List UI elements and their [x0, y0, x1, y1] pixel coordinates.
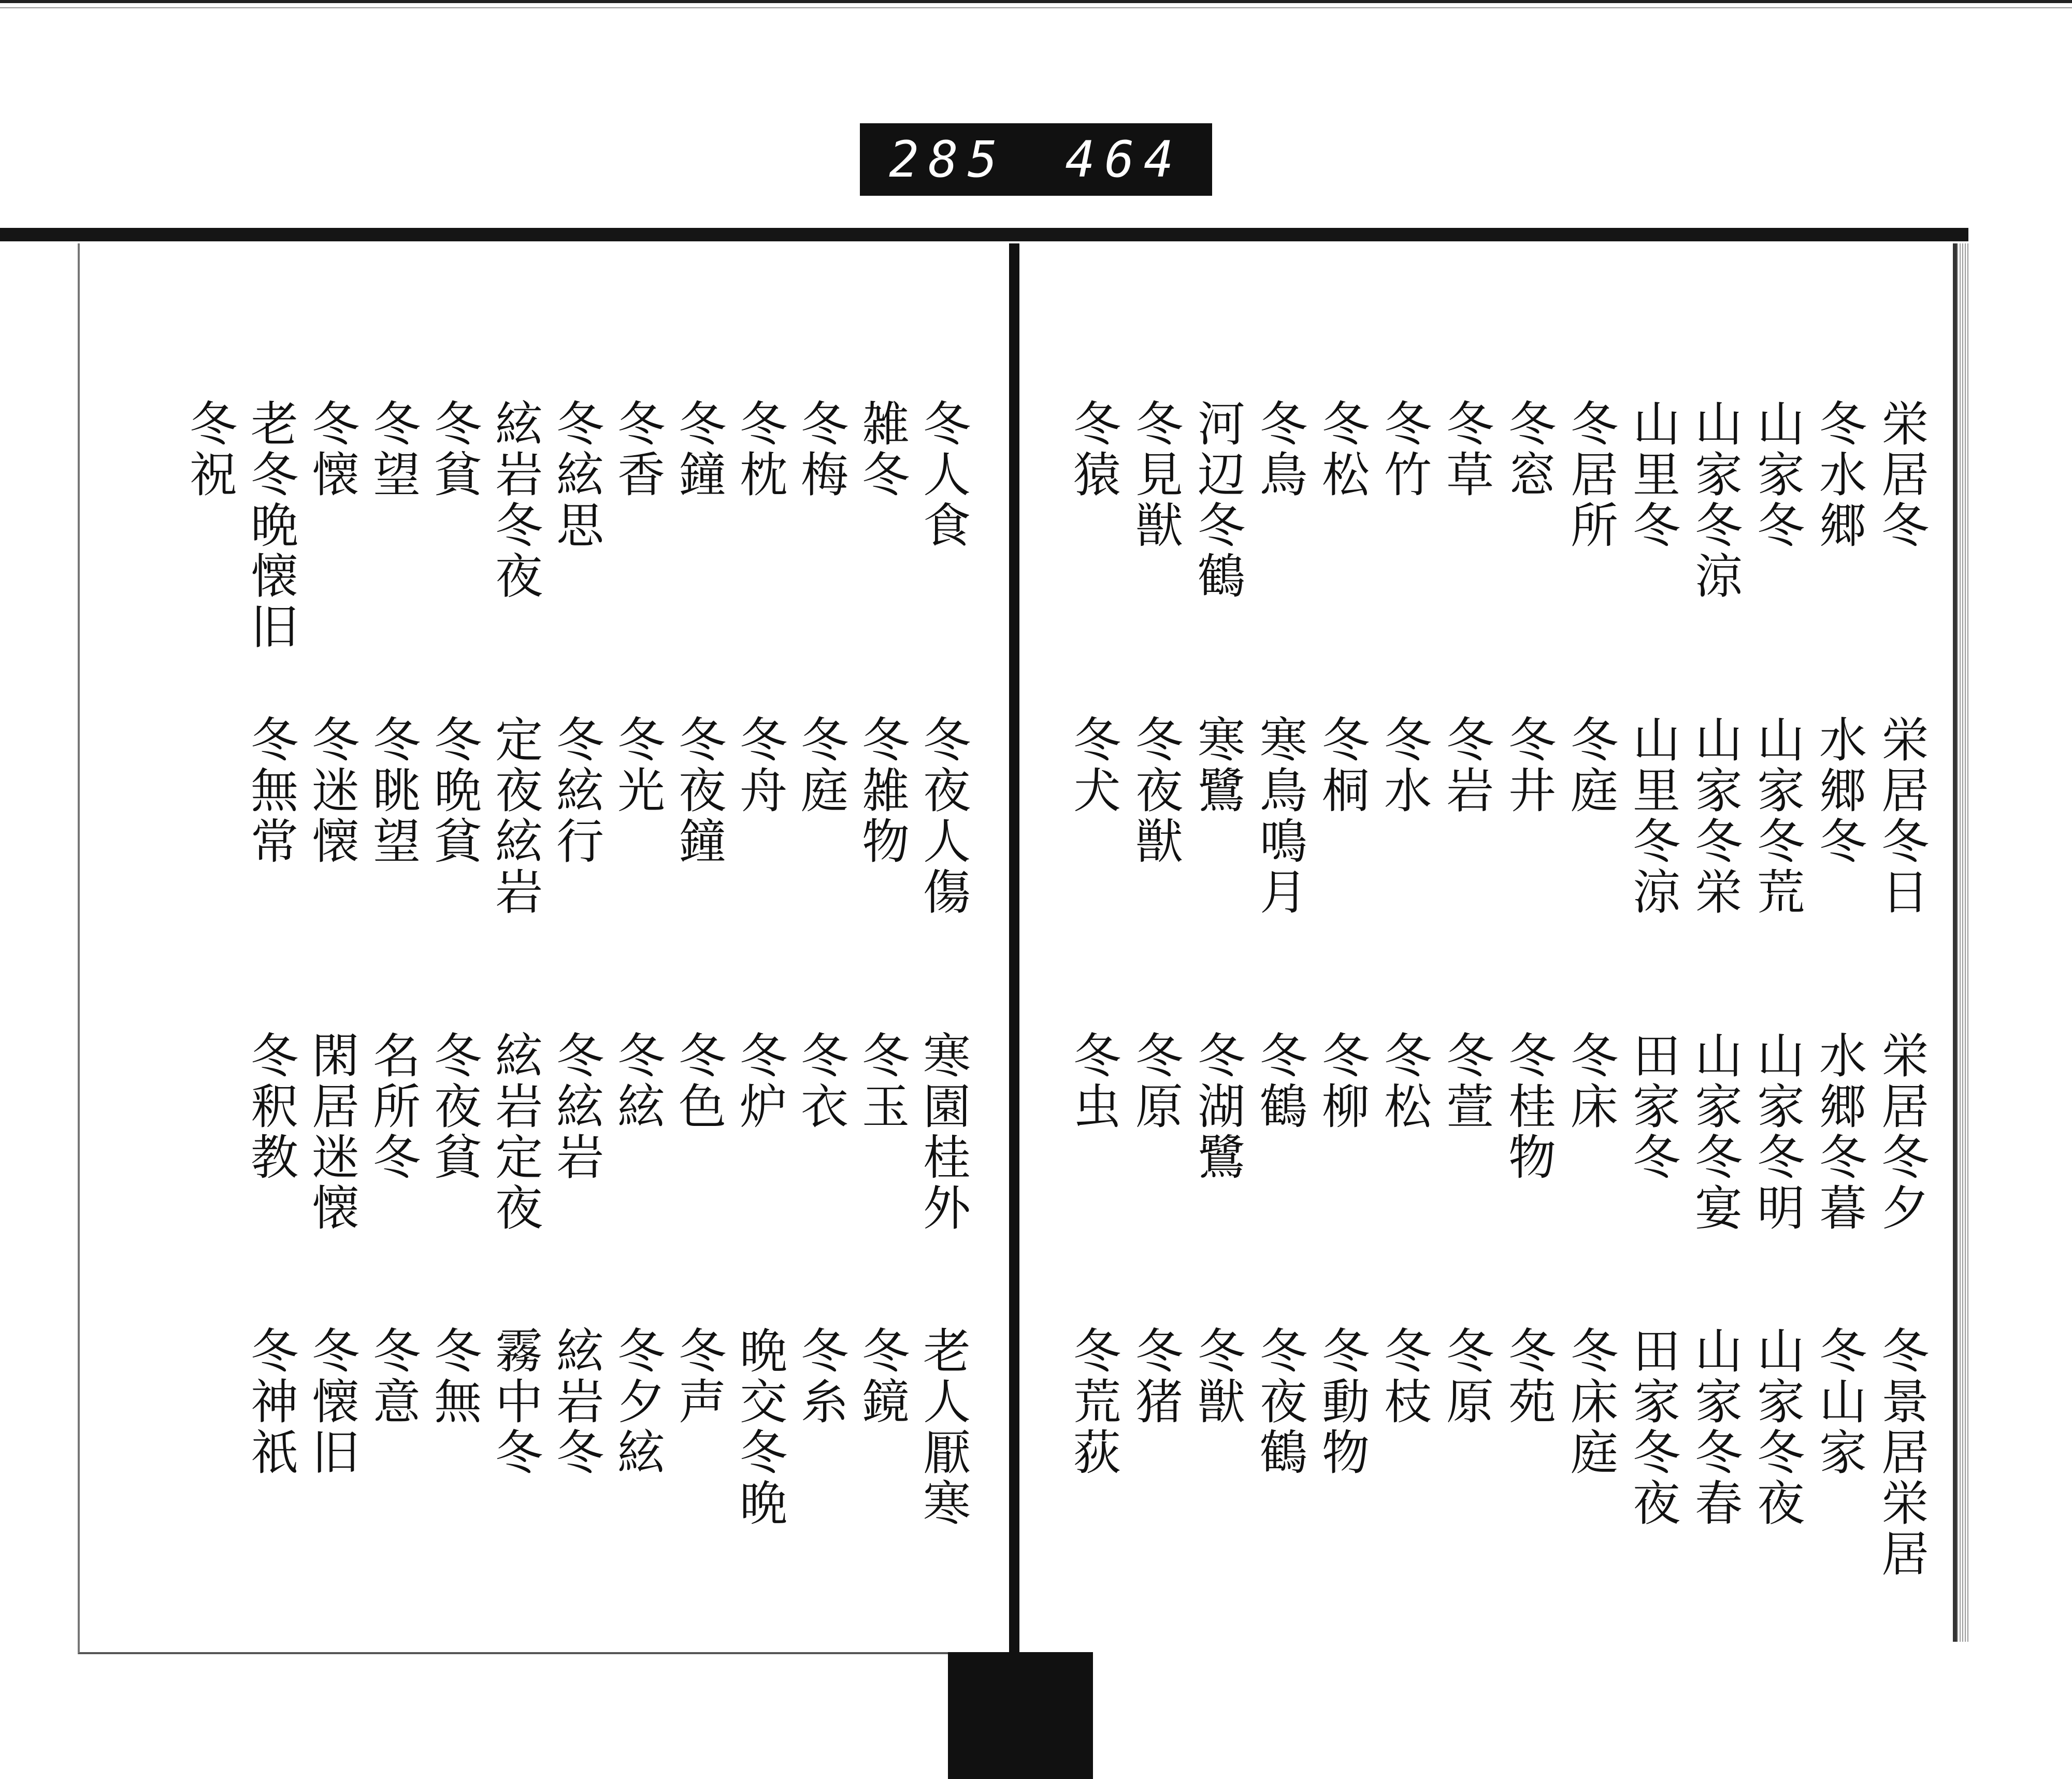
right-page-entry: 水郷冬暮	[1811, 1031, 1867, 1234]
left-page-entry: 定夜絃岩	[487, 715, 543, 918]
right-page-entry: 冬井	[1501, 715, 1556, 816]
right-page-entry: 冬松	[1314, 399, 1370, 500]
left-page-entry: 冬人食	[915, 399, 971, 551]
right-page-entry: 栄居冬日	[1874, 715, 1929, 918]
right-page-entry: 冬鶴	[1252, 1031, 1307, 1132]
right-page-entry: 冬水	[1376, 715, 1432, 816]
right-page-entry: 冬虫	[1066, 1031, 1121, 1132]
right-page-entry: 栄居冬	[1874, 399, 1929, 551]
right-page-entry: 冬岩	[1438, 715, 1494, 816]
right-page-entry: 田家冬夜	[1625, 1326, 1680, 1529]
right-page-entry: 冬荒荻	[1066, 1326, 1121, 1478]
right-page-entry: 冬原	[1438, 1326, 1494, 1427]
right-page-entry: 冬湖鷺	[1190, 1031, 1245, 1183]
right-page-entry: 山家冬明	[1749, 1031, 1805, 1234]
right-page-entry: 冬竹	[1376, 399, 1432, 500]
right-page-entry: 山里冬	[1625, 399, 1680, 551]
left-page-entry: 名所冬	[365, 1031, 421, 1183]
left-page-entry: 冬鏡	[854, 1326, 910, 1427]
left-page-entry: 冬鐘	[671, 399, 726, 500]
left-page-entry: 冬眺望	[365, 715, 421, 867]
left-page-entry: 冬無	[426, 1326, 482, 1427]
left-page-entry: 老冬晩懐旧	[243, 399, 298, 653]
left-page-entry: 冬梅	[793, 399, 848, 500]
left-page-entry: 冬枕	[732, 399, 787, 500]
left-page-entry: 冬懐	[304, 399, 359, 500]
right-page-entry: 冬水郷	[1811, 399, 1867, 551]
left-page-entry: 絃岩冬夜	[487, 399, 543, 602]
right-page-entry: 河辺冬鶴	[1190, 399, 1245, 602]
left-page-entry: 冬祝	[182, 399, 237, 500]
left-page-entry: 晩交冬晩	[732, 1326, 787, 1529]
left-page-entry: 冬庭	[793, 715, 848, 816]
left-page-entry: 冬糸	[793, 1326, 848, 1427]
left-page-entry: 冬光	[610, 715, 665, 816]
right-page-entry: 冬床	[1563, 1031, 1618, 1132]
right-page-entry: 冬柳	[1314, 1031, 1370, 1132]
right-page-entry: 山家冬夜	[1749, 1326, 1805, 1529]
left-page-entry: 寒園桂外	[915, 1031, 971, 1234]
right-page-entry: 田家冬	[1625, 1031, 1680, 1183]
left-page-entry: 冬神祇	[243, 1326, 298, 1478]
right-page-entry: 冬窓	[1501, 399, 1556, 500]
right-page-entry: 冬夜獣	[1128, 715, 1183, 867]
right-page-entry: 冬萱	[1438, 1031, 1494, 1132]
left-page-entry: 冬晩貧	[426, 715, 482, 867]
left-page-entry: 冬絃岩	[549, 1031, 604, 1183]
book-top-edge	[0, 228, 1968, 241]
left-page-entry: 閑居迷懐	[304, 1031, 359, 1234]
left-page-entry: 冬迷懐	[304, 715, 359, 867]
left-page-entry: 冬夜人傷	[915, 715, 971, 918]
left-page-entry: 冬夕絃	[610, 1326, 665, 1478]
left-page-entry: 雑冬	[854, 399, 910, 500]
left-page-entry: 霧中冬	[487, 1326, 543, 1478]
left-page-entry: 絃岩冬	[549, 1326, 604, 1478]
right-page-entry: 冬庭	[1563, 715, 1618, 816]
left-page-entry: 冬望	[365, 399, 421, 500]
top-edge-line	[0, 0, 2072, 3]
left-page-entry: 冬夜貧	[426, 1031, 482, 1183]
book-gutter	[1009, 243, 1019, 1652]
right-page-entry: 冬犬	[1066, 715, 1121, 816]
right-page-entry: 山家冬涼	[1687, 399, 1743, 602]
right-page-entry: 冬獣	[1190, 1326, 1245, 1427]
left-page-entry: 冬夜鐘	[671, 715, 726, 867]
left-page-entry: 冬雑物	[854, 715, 910, 867]
right-page-entry: 冬枝	[1376, 1326, 1432, 1427]
right-page-entry: 冬鳥	[1252, 399, 1307, 500]
right-page-entry: 冬松	[1376, 1031, 1432, 1132]
frame-number-right: 464	[1065, 131, 1183, 189]
right-page-entry: 山家冬荒	[1749, 715, 1805, 918]
left-page-entry: 冬炉	[732, 1031, 787, 1132]
right-page-entry: 冬原	[1128, 1031, 1183, 1132]
left-page-entry: 冬懐旧	[304, 1326, 359, 1478]
left-page-entry: 冬無常	[243, 715, 298, 867]
right-page-entry: 冬動物	[1314, 1326, 1370, 1478]
left-page-entry: 冬絃行	[549, 715, 604, 867]
left-page-entry: 冬舟	[732, 715, 787, 816]
right-page-entry: 栄居冬夕	[1874, 1031, 1929, 1234]
left-page-entry: 冬色	[671, 1031, 726, 1132]
right-page-entry: 水郷冬	[1811, 715, 1867, 867]
left-page-entry: 冬声	[671, 1326, 726, 1427]
left-page-entry: 冬貧	[426, 399, 482, 500]
right-page-entry: 寒鳥鳴月	[1252, 715, 1307, 918]
page-edges	[1957, 243, 1969, 1642]
right-page-entry: 冬夜鶴	[1252, 1326, 1307, 1478]
right-page-entry: 山家冬栄	[1687, 715, 1743, 918]
right-page-entry: 冬猿	[1066, 399, 1121, 500]
left-page-entry: 絃岩定夜	[487, 1031, 543, 1234]
right-page-entry: 冬草	[1438, 399, 1494, 500]
right-page-entry: 冬居所	[1563, 399, 1618, 551]
right-page-entry: 冬山家	[1811, 1326, 1867, 1478]
left-page-entry: 冬意	[365, 1326, 421, 1427]
left-page-entry: 冬玉	[854, 1031, 910, 1132]
right-page-entry: 冬桐	[1314, 715, 1370, 816]
right-page-entry: 山家冬	[1749, 399, 1805, 551]
left-page-entry: 冬釈教	[243, 1031, 298, 1183]
left-page-entry: 老人厭寒	[915, 1326, 971, 1529]
left-page-entry: 冬香	[610, 399, 665, 500]
right-page-entry: 山里冬涼	[1625, 715, 1680, 918]
right-page-entry: 冬景居栄居	[1874, 1326, 1929, 1580]
right-page-entry: 寒鷺	[1190, 715, 1245, 816]
left-page-entry: 冬絃思	[549, 399, 604, 551]
right-page-entry: 冬桂物	[1501, 1031, 1556, 1183]
right-page-entry: 冬猪	[1128, 1326, 1183, 1427]
right-page-entry: 冬苑	[1501, 1326, 1556, 1427]
left-page-entry: 冬衣	[793, 1031, 848, 1132]
frame-number-label	[860, 123, 1212, 196]
right-page-entry: 山家冬宴	[1687, 1031, 1743, 1234]
right-page-entry: 冬床庭	[1563, 1326, 1618, 1478]
right-page-entry: 山家冬春	[1687, 1326, 1743, 1529]
right-page-entry: 冬見獣	[1128, 399, 1183, 551]
left-page-entry: 冬絃	[610, 1031, 665, 1132]
top-edge-line-thin	[0, 7, 2072, 8]
frame-number-left: 285	[889, 131, 1007, 189]
book-spine	[948, 1652, 1093, 1779]
